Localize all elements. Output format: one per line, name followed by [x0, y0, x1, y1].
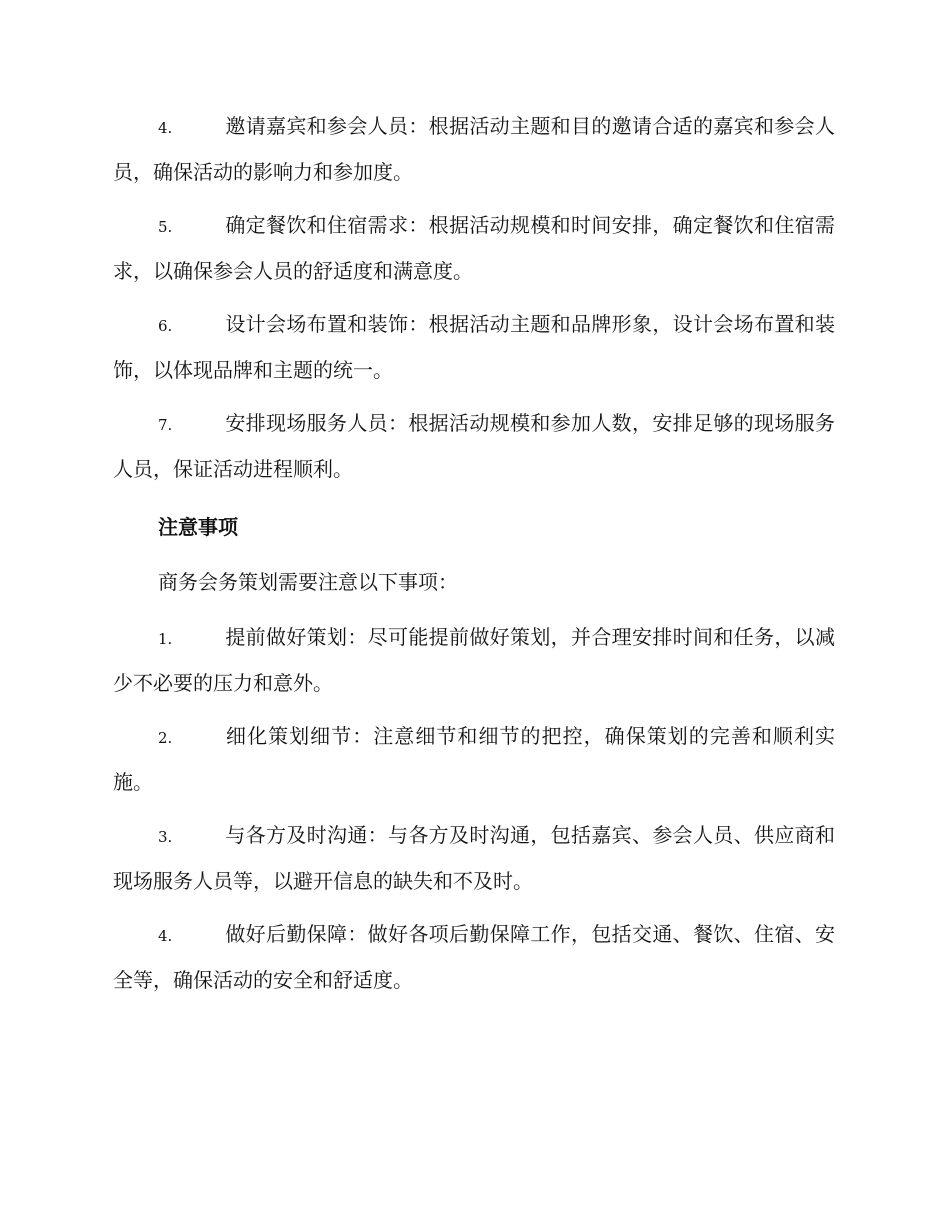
list-item: [113, 615, 835, 705]
list-item: [113, 302, 835, 392]
list-item: [113, 714, 835, 804]
list-item-number: 4.: [158, 119, 173, 137]
list-item-text: 设计会场布置和装饰：根据活动主题和品牌形象，设计会场布置和装饰，以体现品牌和主题的统一。: [113, 312, 835, 382]
list-item: [113, 912, 835, 1002]
list-item-number: 3.: [158, 828, 173, 846]
list-item: [113, 203, 835, 293]
list-item-text: 安排现场服务人员：根据活动规模和参加人数，安排足够的现场服务人员，保证活动进程顺利。: [113, 411, 835, 481]
list-item-number: 1.: [158, 630, 173, 648]
list-item-number: 7.: [158, 416, 173, 434]
list-item-text: 细化策划细节：注意细节和细节的把控，确保策划的完善和顺利实施。: [113, 724, 835, 794]
list-item-number: 6.: [158, 317, 173, 335]
list-item-number: 2.: [158, 729, 173, 747]
list-item: [113, 401, 835, 491]
list-item-text: 确定餐饮和住宿需求：根据活动规模和时间安排，确定餐饮和住宿需求，以确保参会人员的舒适度和满意度。: [113, 213, 835, 283]
list-item-text: 提前做好策划：尽可能提前做好策划，并合理安排时间和任务，以减少不必要的压力和意外。: [113, 625, 835, 695]
list-item-text: 与各方及时沟通：与各方及时沟通，包括嘉宾、参会人员、供应商和现场服务人员等，以避开信息的缺失和不及时。: [113, 823, 835, 893]
list-item-text: 做好后勤保障：做好各项后勤保障工作，包括交通、餐饮、住宿、安全等，确保活动的安全和舒适度。: [113, 922, 835, 992]
list-item-text: 邀请嘉宾和参会人员：根据活动主题和目的邀请合适的嘉宾和参会人员，确保活动的影响力和参加度。: [113, 114, 835, 184]
section-heading: 注意事项: [158, 515, 238, 539]
list-item-number: 5.: [158, 218, 173, 236]
list-item-number: 4.: [158, 927, 173, 945]
section-intro: 商务会务策划需要注意以下事项：: [158, 570, 458, 594]
document-body: [113, 104, 835, 1011]
list-item: [113, 104, 835, 194]
list-item: [113, 813, 835, 903]
